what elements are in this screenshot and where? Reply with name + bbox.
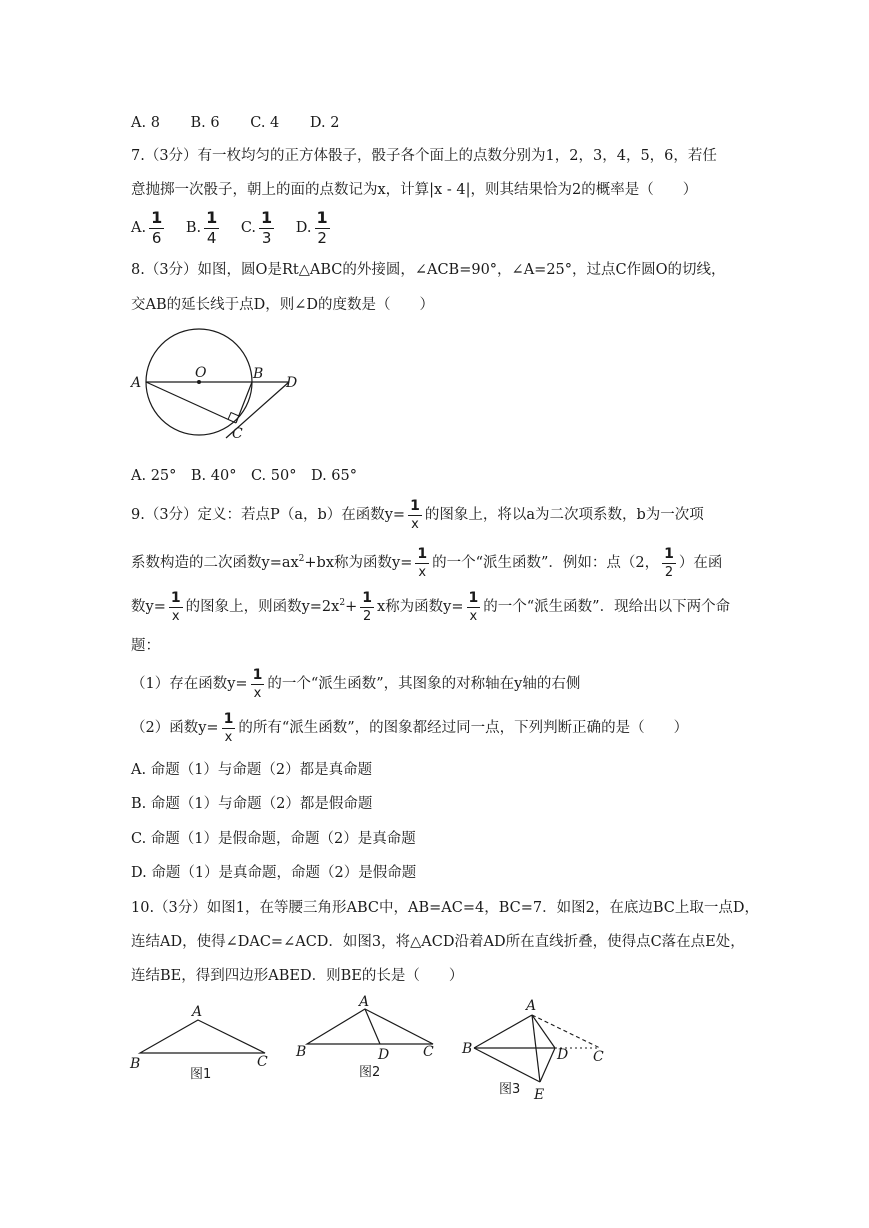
dashed-ac	[532, 1015, 600, 1048]
fig2-label-a: A	[359, 994, 370, 1010]
q10-stem-line3: 连结BE，得到四边形ABED．则BE的长是（ ）	[131, 968, 464, 984]
q6-option-d: D. 2	[309, 115, 340, 131]
q9-option-b: B. 命题（1）与命题（2）都是假命题	[131, 796, 373, 812]
q10-figure-2	[293, 993, 453, 1088]
q7-options	[131, 210, 359, 246]
q7-stem-line2: 意抛掷一次骰子，朝上的面的点数记为x，计算|x - 4|，则其结果恰为2的概率是（ ）	[131, 182, 698, 198]
q9-proposition-2: （2）函数y= $\frac{1}{x}$ 的所有“派生函数”，的图象都经过同一点，下列判断正确的是（ ）	[131, 711, 689, 745]
label-o: O	[195, 365, 207, 381]
q6-options	[131, 113, 365, 133]
q8-stem-line2: 交AB的延长线于点D，则∠D的度数是（ ）	[131, 297, 435, 313]
q7-option-b: B. $\frac{1}{4}$	[185, 208, 218, 247]
fig3-label-b: B	[462, 1041, 473, 1057]
q6-option-c: C. 4	[250, 115, 280, 131]
fig1-label-c: C	[257, 1054, 268, 1070]
q9-option-d: D. 命题（1）是真命题，命题（2）是假命题	[131, 865, 417, 881]
q8-stem-line1: 8.（3分）如图，圆O是Rt△ABC的外接圆，∠ACB=90°，∠A=25°，过点C作圆O的切线，	[131, 262, 726, 278]
segment-de	[540, 1048, 555, 1082]
segment-be	[474, 1048, 540, 1082]
q10-stem-line1: 10.（3分）如图1，在等腰三角形ABC中，AB=AC=4，BC=7．如图2，在底边BC上取一点D，	[131, 900, 759, 916]
triangle-abc	[307, 1009, 433, 1044]
q6-option-a: A. 8	[131, 115, 160, 131]
fig2-caption: 图2	[359, 1065, 381, 1080]
fig3-label-c: C	[593, 1049, 604, 1065]
q7-option-d: D. $\frac{1}{2}$	[295, 208, 328, 247]
q9-proposition-1: （1）存在函数y= $\frac{1}{x}$ 的一个“派生函数”，其图象的对称轴在y轴的右侧	[131, 667, 581, 701]
q10-figure-3	[458, 995, 618, 1110]
fig3-label-e: E	[534, 1087, 545, 1103]
q7-stem-line1: 7.（3分）有一枚均匀的正方体骰子，骰子各个面上的点数分别为1，2，3，4，5，6，若任	[131, 148, 717, 164]
fig2-label-b: B	[296, 1044, 307, 1060]
fig3-label-d: D	[557, 1047, 569, 1063]
fig1-label-b: B	[130, 1056, 141, 1072]
q6-option-b: B. 6	[190, 115, 220, 131]
fig2-label-d: D	[378, 1047, 390, 1063]
q7-option-c: C. $\frac{1}{3}$	[240, 208, 273, 247]
q8-options: A. 25° B. 40° C. 50° D. 65°	[131, 468, 357, 484]
q9-stem-line2: 系数构造的二次函数$y=ax^2+bx$称为函数y= $\frac{1}{x}$ 的一个“派生函数”．例如：点（2， $\frac{1}{2}$ ）在函	[131, 545, 723, 580]
q9-stem-line3: 数y= $\frac{1}{x}$ 的图象上，则函数$y=2x^2+$ $\frac{1}{2}$ x称为函数y= $\frac{1}{x}$ 的一个“派生函数”．现给出以下两个命	[131, 589, 731, 624]
fig3-label-a: A	[526, 998, 537, 1014]
q9-option-a: A. 命题（1）与命题（2）都是真命题	[131, 762, 373, 778]
label-c: C	[232, 426, 243, 442]
label-d: D	[286, 375, 298, 391]
segment-ab	[474, 1015, 532, 1048]
fraction-1-over-x: $\frac{1}{x}$	[410, 498, 420, 532]
fig1-caption: 图1	[190, 1067, 212, 1082]
segment-ad	[365, 1009, 380, 1044]
fig1-label-a: A	[192, 1004, 203, 1020]
fig2-label-c: C	[423, 1044, 434, 1060]
q10-figure-1	[128, 1000, 278, 1090]
q9-stem-line1: 9.（3分）定义：若点P（a，b）在函数y= $\frac{1}{x}$ 的图象上，将以a为二次项系数，b为一次项	[131, 498, 704, 532]
q9-stem-line4: 题：	[131, 638, 160, 654]
label-a: A	[131, 375, 142, 391]
fig3-caption: 图3	[499, 1082, 521, 1097]
triangle-abc	[140, 1020, 265, 1053]
label-b: B	[253, 366, 264, 382]
q10-stem-line2: 连结AD，使得∠DAC=∠ACD．如图3，将△ACD沿着AD所在直线折叠，使得点C落在点E处，	[131, 934, 745, 950]
q7-option-a: A. $\frac{1}{6}$	[131, 208, 163, 247]
q9-option-c: C. 命题（1）是假命题，命题（2）是真命题	[131, 831, 416, 847]
q8-circle-figure	[125, 320, 315, 450]
